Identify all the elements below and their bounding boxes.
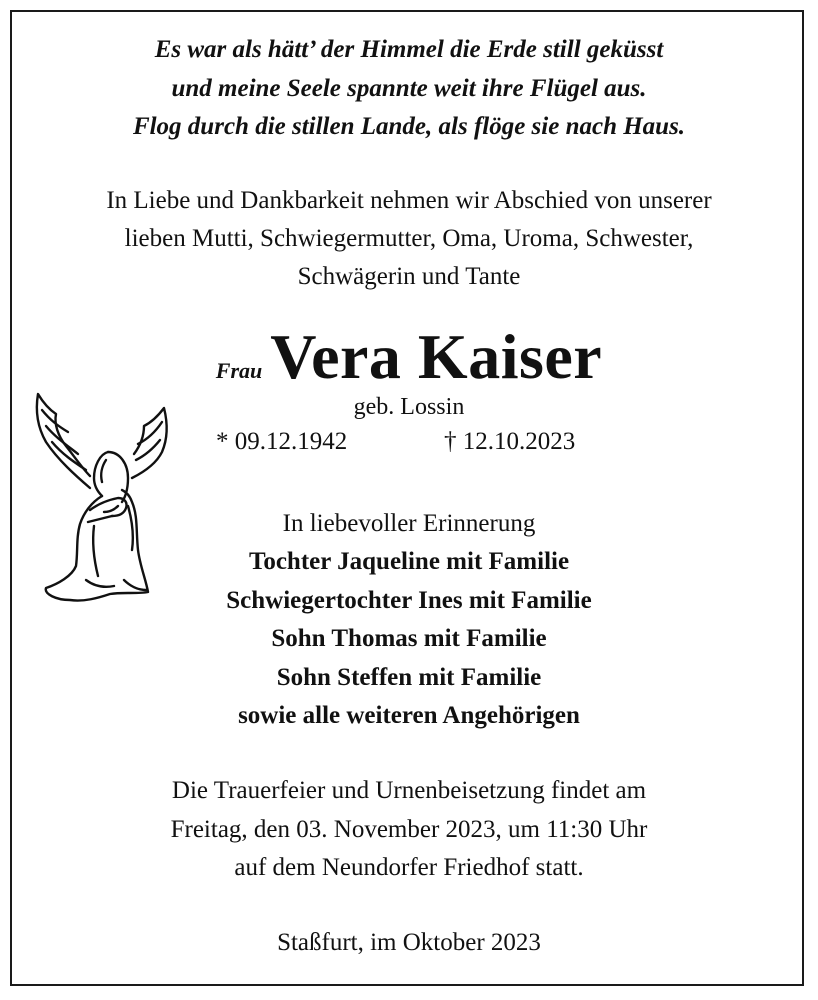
deceased-name: Vera Kaiser xyxy=(270,321,603,392)
birth-date: * 09.12.1942 xyxy=(216,428,348,455)
memory-line: In liebevoller Erinnerung xyxy=(282,510,536,537)
mourner-item: sowie alle weiteren Angehörigen xyxy=(238,702,580,729)
mourners-list xyxy=(0,543,818,736)
death-date: † 12.10.2023 xyxy=(444,428,576,455)
intro-text xyxy=(0,182,818,296)
poem-line: Es war als hätt’ der Himmel die Erde still geküsst xyxy=(154,36,664,63)
mourner-item: Tochter Jaqueline mit Familie xyxy=(248,548,570,575)
intro-line: lieben Mutti, Schwiegermutter, Oma, Uroma, Schwester, xyxy=(124,225,694,252)
service-line: auf dem Neundorfer Friedhof statt. xyxy=(234,854,584,881)
intro-line: In Liebe und Dankbarkeit nehmen wir Abschied von unserer xyxy=(106,187,712,214)
honorific: Frau xyxy=(215,358,263,383)
service-line: Freitag, den 03. November 2023, um 11:30 Uhr xyxy=(170,815,648,843)
maiden-name: geb. Lossin xyxy=(353,394,465,420)
poem-line: und meine Seele spannte weit ihre Flügel aus. xyxy=(171,74,647,102)
mourner-item: Sohn Steffen mit Familie xyxy=(276,663,542,691)
service-line: Die Trauerfeier und Urnenbeisetzung findet am xyxy=(171,777,647,804)
mourner-item: Sohn Thomas mit Familie xyxy=(271,625,547,652)
mourner-item: Schwiegertochter Ines mit Familie xyxy=(226,586,592,614)
service-details xyxy=(0,772,818,888)
poem-verse xyxy=(0,31,818,147)
poem-line: Flog durch die stillen Lande, als flöge sie nach Haus. xyxy=(132,113,686,140)
place-date: Staßfurt, im Oktober 2023 xyxy=(277,929,541,956)
intro-line: Schwägerin und Tante xyxy=(297,263,521,290)
